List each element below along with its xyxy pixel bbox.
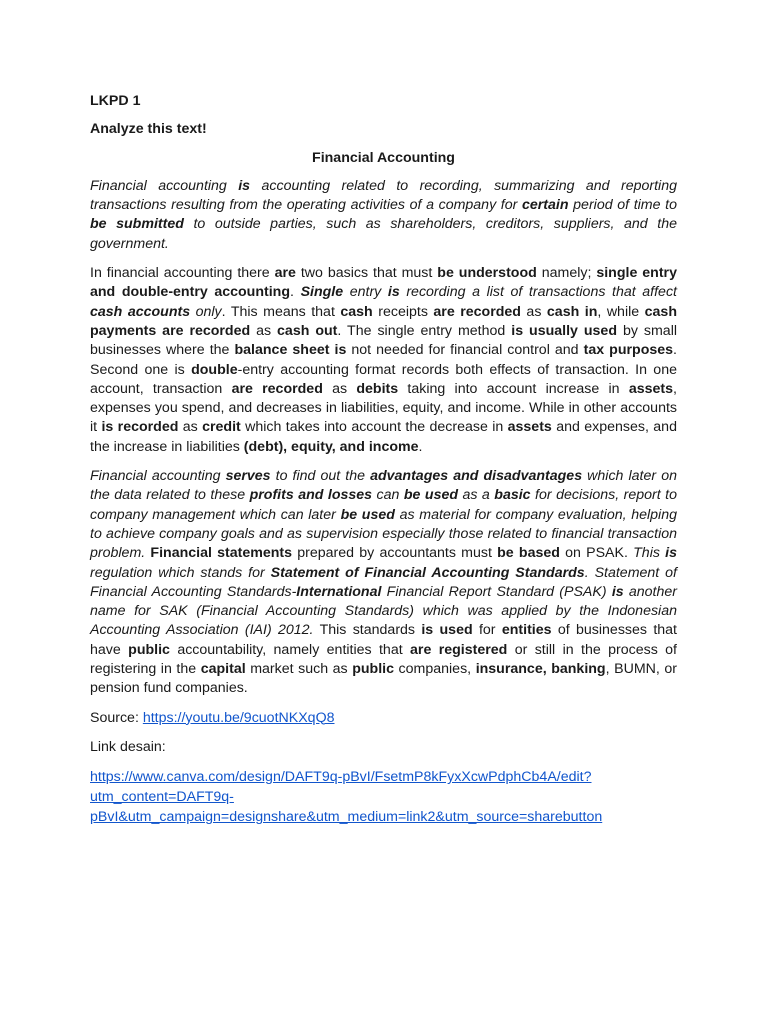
emphasis-text: is [611, 583, 624, 600]
emphasis-text: assets [507, 419, 552, 436]
emphasis-text: . Statement of Financial Accounting Standards- [90, 564, 677, 600]
emphasis-text: are [274, 265, 296, 282]
body-text: or still in the process of registering in the [90, 641, 677, 678]
emphasis-text: Financial statements [150, 545, 293, 562]
body-text: for [472, 622, 502, 639]
body-text: prepared by accountants must [292, 545, 498, 562]
emphasis-text: accounting related to recording, summarizing and reporting transactions resulting from the operating activities of a company for [90, 177, 677, 214]
body-text: . This means that [221, 303, 341, 320]
emphasis-text: is usually used [511, 322, 617, 339]
body-text: -entry accounting format records both effects of transaction. In one account, transaction [90, 361, 677, 397]
paragraph-purpose [90, 467, 677, 699]
emphasis-text: entry [343, 284, 388, 301]
body-text: taking into account increase in [398, 380, 629, 397]
body-text: as [520, 303, 547, 320]
body-text: of businesses that have [90, 622, 677, 658]
body-text: . Second one is [90, 342, 677, 378]
emphasis-text: be used [340, 506, 395, 523]
body-text: . The single entry method [337, 322, 512, 339]
design-link-line-3[interactable]: pBvI&utm_campaign=designshare&utm_medium=link2&utm_source=sharebutton [90, 809, 603, 826]
body-text: and expenses, and the increase in liabilities [90, 419, 677, 455]
instruction-heading: Analyze this text! [90, 121, 207, 138]
design-link-block [90, 767, 677, 827]
emphasis-text: This [633, 545, 666, 562]
emphasis-text: is [238, 177, 251, 194]
source-link[interactable]: https://youtu.be/9cuotNKXqQ8 [142, 709, 335, 726]
emphasis-text: is [387, 284, 400, 301]
emphasis-text: cash out [277, 322, 338, 339]
body-text: by small businesses where the [90, 322, 677, 359]
body-text: , expenses you spend, and decreases in liabilities, equity, and income. While in other accounts it [90, 380, 677, 436]
emphasis-text: capital [200, 661, 246, 678]
emphasis-text: can [372, 487, 404, 504]
emphasis-text: double [191, 361, 238, 378]
source-label: Source: [90, 709, 143, 726]
emphasis-text: insurance, banking [475, 661, 606, 678]
body-text: not needed for financial control and [346, 342, 584, 359]
emphasis-text: Financial accounting [90, 468, 226, 485]
emphasis-text: cash [340, 303, 373, 320]
emphasis-text: are recorded [231, 380, 323, 397]
body-text: In financial accounting there [90, 265, 275, 282]
emphasis-text: International [296, 583, 382, 600]
emphasis-text: period of time to [568, 197, 677, 214]
body-text: . [290, 284, 301, 301]
body-text: receipts [372, 303, 434, 320]
paragraph-basics [90, 264, 677, 457]
emphasis-text: (debt), equity, and income [243, 438, 419, 455]
emphasis-text: public [128, 641, 170, 658]
emphasis-text: public [352, 661, 394, 678]
body-text: , while [597, 303, 645, 320]
design-label: Link desain: [90, 738, 166, 755]
body-text: as [178, 419, 203, 436]
emphasis-text: Financial Report Standard (PSAK) [381, 583, 612, 600]
body-text: as [250, 322, 278, 339]
body-text: namely; [536, 265, 597, 282]
emphasis-text: another name for SAK (Financial Accounting Standards) which was applied by the Indonesian Accounting Association (IAI) 2012. [90, 583, 677, 639]
emphasis-text: recording a list of transactions that affect [399, 284, 677, 301]
body-text: as [322, 380, 357, 397]
emphasis-text: credit [202, 419, 241, 436]
emphasis-text: to outside parties, such as shareholders, creditors, suppliers, and the government. [90, 216, 677, 252]
body-text: , BUMN, or pension fund companies. [90, 661, 678, 697]
emphasis-text: is recorded [101, 419, 179, 436]
emphasis-text: be understood [437, 265, 537, 282]
emphasis-text: cash payments are recorded [90, 303, 677, 339]
emphasis-text: Statement of Financial Accounting Standards [270, 564, 585, 581]
design-link-line-1[interactable]: https://www.canva.com/design/DAFT9q-pBvI/FsetmP8kFyxXcwPdphCb4A/edit? [90, 769, 592, 786]
emphasis-text: regulation which stands for [90, 564, 271, 581]
emphasis-text: cash accounts [90, 303, 191, 320]
article-title: Financial Accounting [312, 149, 455, 166]
emphasis-text: assets [628, 380, 674, 397]
body-text: two basics that must [295, 265, 438, 282]
emphasis-text: which later on the data related to these [90, 468, 677, 504]
body-text: on PSAK. [559, 545, 634, 562]
emphasis-text: are recorded [433, 303, 521, 320]
emphasis-text: as a [458, 487, 495, 504]
emphasis-text: only [190, 303, 222, 320]
source-line [90, 709, 677, 728]
emphasis-text: basic [494, 487, 531, 504]
emphasis-text: advantages and disadvantages [370, 468, 583, 485]
document-body [90, 92, 677, 827]
body-text: accountability, namely entities that [169, 641, 411, 658]
paragraph-definition [90, 177, 677, 254]
emphasis-text: is [665, 545, 677, 562]
emphasis-text: cash in [546, 303, 598, 320]
emphasis-text: debits [356, 380, 399, 397]
emphasis-text: be used [403, 487, 459, 504]
emphasis-text: are registered [410, 641, 508, 658]
emphasis-text: Financial accounting [90, 177, 239, 194]
emphasis-text: be submitted [90, 216, 184, 233]
emphasis-text: as material for company evaluation, helping to achieve company goals and as supervision especially those related to financial transaction problem. [90, 506, 677, 562]
emphasis-text: be based [497, 545, 560, 562]
emphasis-text: profits and losses [249, 487, 373, 504]
emphasis-text: Single [300, 284, 344, 301]
body-text: . [418, 438, 423, 455]
emphasis-text: balance sheet is [234, 342, 347, 359]
body-text: market such as [245, 661, 353, 678]
body-text: which takes into account the decrease in [240, 419, 508, 436]
emphasis-text: for decisions, report to company management which can later [90, 487, 677, 523]
emphasis-text: certain [522, 197, 569, 214]
body-text: companies, [394, 661, 476, 678]
worksheet-label: LKPD 1 [90, 93, 141, 109]
emphasis-text: to find out the [270, 468, 371, 485]
emphasis-text: entities [501, 622, 552, 639]
emphasis-text: is used [421, 622, 473, 639]
design-link-line-2[interactable]: utm_content=DAFT9q- [90, 789, 234, 806]
body-text: This standards [313, 622, 422, 639]
emphasis-text: tax purposes [583, 342, 674, 359]
emphasis-text: serves [225, 468, 271, 485]
emphasis-text: single entry and double-entry accounting [90, 265, 677, 301]
